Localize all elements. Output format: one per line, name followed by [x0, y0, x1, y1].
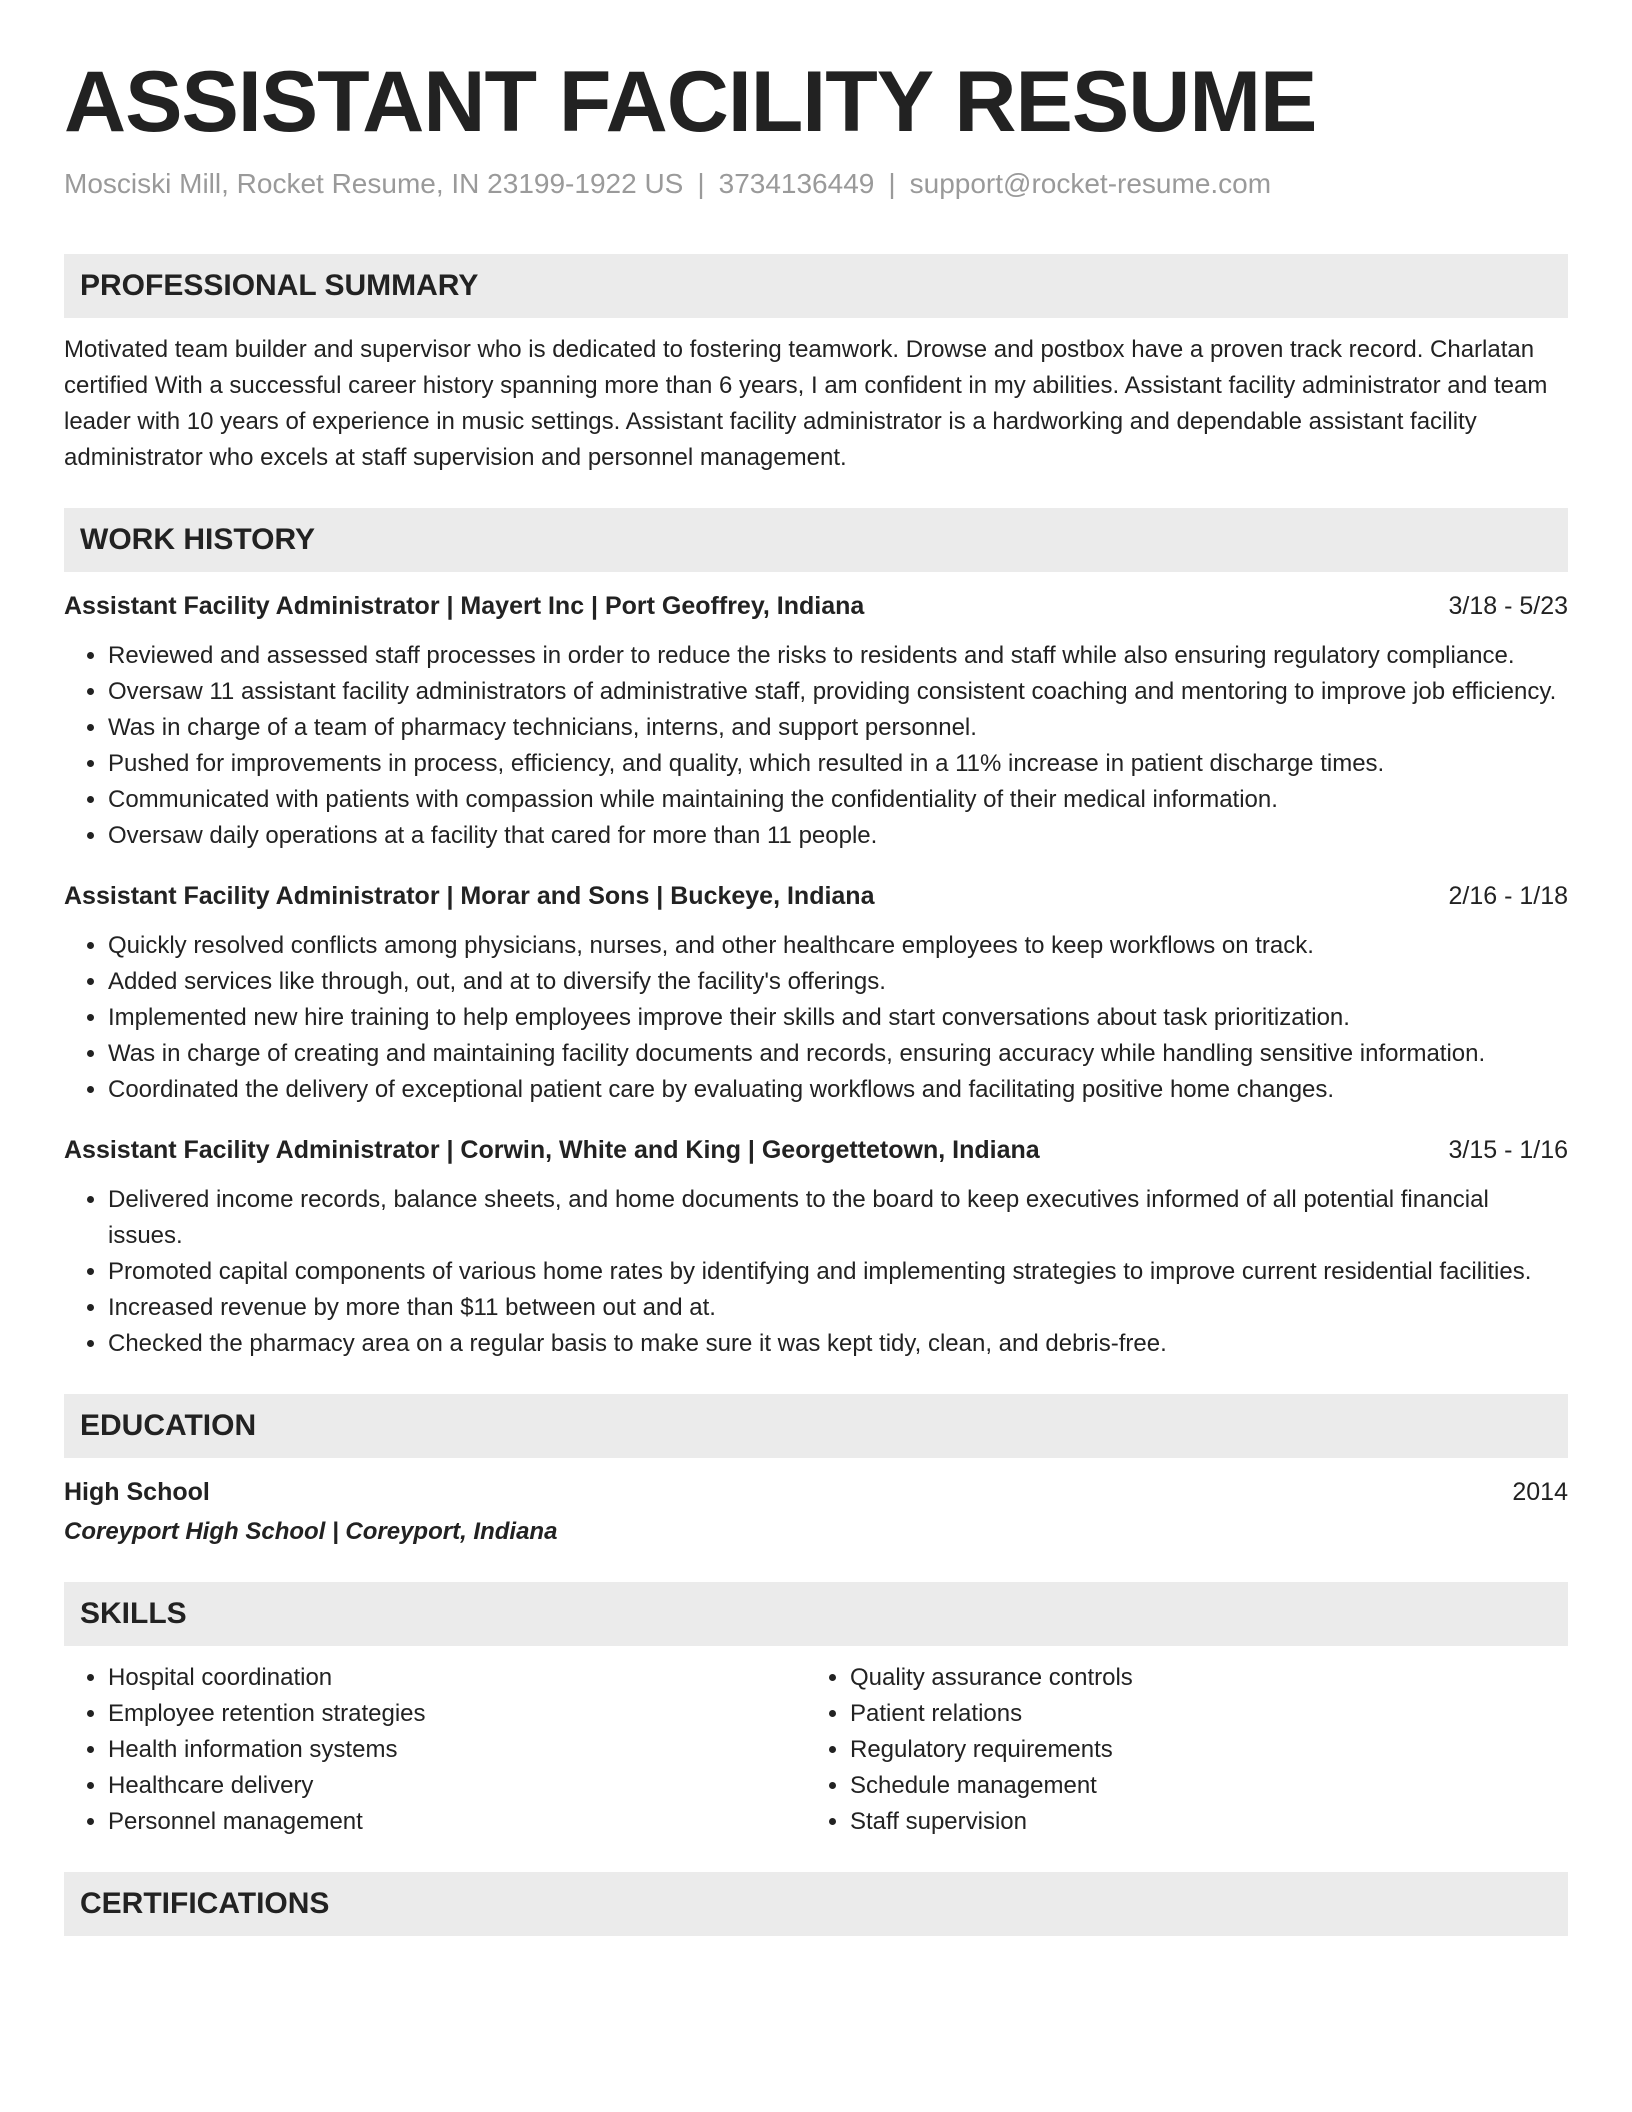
- contact-separator: |: [697, 168, 705, 199]
- work-history-heading: WORK HISTORY: [64, 508, 1568, 572]
- job-bullet: • Quickly resolved conflicts among physicians, nurses, and other healthcare employees to keep workflows on track.: [108, 928, 1568, 964]
- skill-item: • Employee retention strategies: [108, 1696, 806, 1732]
- summary-text: Motivated team builder and supervisor who is dedicated to fostering teamwork. Drowse and postbox have a proven track record. Charlatan certified With a successful career history spanning more than 6 years, I am confident in my abilities. Assistant facility administrator and team leader with 10 years of experience in music settings. Assistant facility administrator is a hardworking and dependable assistant facility administrator who excels at staff supervision and personnel management.: [64, 336, 1548, 471]
- certifications-heading: CERTIFICATIONS: [64, 1872, 1568, 1936]
- job-bullet: • Added services like through, out, and at to diversify the facility's offerings.: [108, 964, 1568, 1000]
- job-title: Assistant Facility Administrator | Corwin, White and King | Georgettetown, Indiana: [64, 1136, 1040, 1164]
- job-entry: [64, 878, 1568, 1108]
- skill-item: • Quality assurance controls: [850, 1660, 1548, 1696]
- job-bullet: • Oversaw daily operations at a facility that cared for more than 11 people.: [108, 818, 1568, 854]
- contact-separator: |: [888, 168, 896, 199]
- education-heading: EDUCATION: [64, 1394, 1568, 1458]
- contact-email[interactable]: support@rocket-resume.com: [909, 168, 1272, 199]
- job-title: Assistant Facility Administrator | Mayert Inc | Port Geoffrey, Indiana: [64, 592, 865, 620]
- summary-heading: PROFESSIONAL SUMMARY: [64, 254, 1568, 318]
- job-entry: [64, 1132, 1568, 1362]
- job-bullet: • Implemented new hire training to help employees improve their skills and start conversations about task prioritization.: [108, 1000, 1568, 1036]
- job-bullet: • Delivered income records, balance sheets, and home documents to the board to keep executives informed of all potential financial issues.: [108, 1182, 1568, 1254]
- skill-item: • Hospital coordination: [108, 1660, 806, 1696]
- skill-item: • Staff supervision: [850, 1804, 1548, 1840]
- job-dates: 2/16 - 1/18: [1448, 882, 1568, 910]
- job-bullet: • Pushed for improvements in process, efficiency, and quality, which resulted in a 11% increase in patient discharge times.: [108, 746, 1568, 782]
- skills-heading: SKILLS: [64, 1582, 1568, 1646]
- job-bullet: • Reviewed and assessed staff processes in order to reduce the risks to residents and staff while also ensuring regulatory compliance.: [108, 638, 1568, 674]
- skills-columns: [64, 1660, 1568, 1840]
- contact-line: [64, 166, 1568, 202]
- job-bullet: • Communicated with patients with compassion while maintaining the confidentiality of their medical information.: [108, 782, 1568, 818]
- job-bullet: • Oversaw 11 assistant facility administrators of administrative staff, providing consistent coaching and mentoring to improve job efficiency.: [108, 674, 1568, 710]
- job-dates: 3/18 - 5/23: [1448, 592, 1568, 620]
- job-bullets: [64, 1182, 1568, 1362]
- skill-item: • Healthcare delivery: [108, 1768, 806, 1804]
- skills-list-right: [806, 1660, 1548, 1840]
- resume-page: [64, 0, 1568, 1936]
- skill-item: • Personnel management: [108, 1804, 806, 1840]
- resume-title: ASSISTANT FACILITY RESUME: [64, 54, 1317, 150]
- job-bullets: [64, 638, 1568, 854]
- job-title: Assistant Facility Administrator | Morar and Sons | Buckeye, Indiana: [64, 882, 875, 910]
- education-degree: High School: [64, 1478, 210, 1506]
- skill-item: • Schedule management: [850, 1768, 1548, 1804]
- job-bullet: • Increased revenue by more than $11 between out and at.: [108, 1290, 1568, 1326]
- education-year: 2014: [1512, 1478, 1568, 1506]
- job-bullet: • Was in charge of a team of pharmacy technicians, interns, and support personnel.: [108, 710, 1568, 746]
- skills-list-left: [64, 1660, 806, 1840]
- job-bullet: • Promoted capital components of various home rates by identifying and implementing strategies to improve current residential facilities.: [108, 1254, 1568, 1290]
- job-dates: 3/15 - 1/16: [1448, 1136, 1568, 1164]
- contact-address: Mosciski Mill, Rocket Resume, IN 23199-1922 US: [64, 168, 684, 199]
- skill-item: • Patient relations: [850, 1696, 1548, 1732]
- education-entry: [64, 1474, 1568, 1550]
- skill-item: • Regulatory requirements: [850, 1732, 1548, 1768]
- contact-phone: 3734136449: [718, 168, 875, 199]
- job-bullet: • Checked the pharmacy area on a regular basis to make sure it was kept tidy, clean, and debris-free.: [108, 1326, 1568, 1362]
- skill-item: • Health information systems: [108, 1732, 806, 1768]
- job-bullet: • Coordinated the delivery of exceptional patient care by evaluating workflows and facilitating positive home changes.: [108, 1072, 1568, 1108]
- job-bullet: • Was in charge of creating and maintaining facility documents and records, ensuring accuracy while handling sensitive information.: [108, 1036, 1568, 1072]
- job-bullets: [64, 928, 1568, 1108]
- job-entry: [64, 588, 1568, 854]
- education-school: Coreyport High School | Coreyport, Indiana: [64, 1518, 558, 1545]
